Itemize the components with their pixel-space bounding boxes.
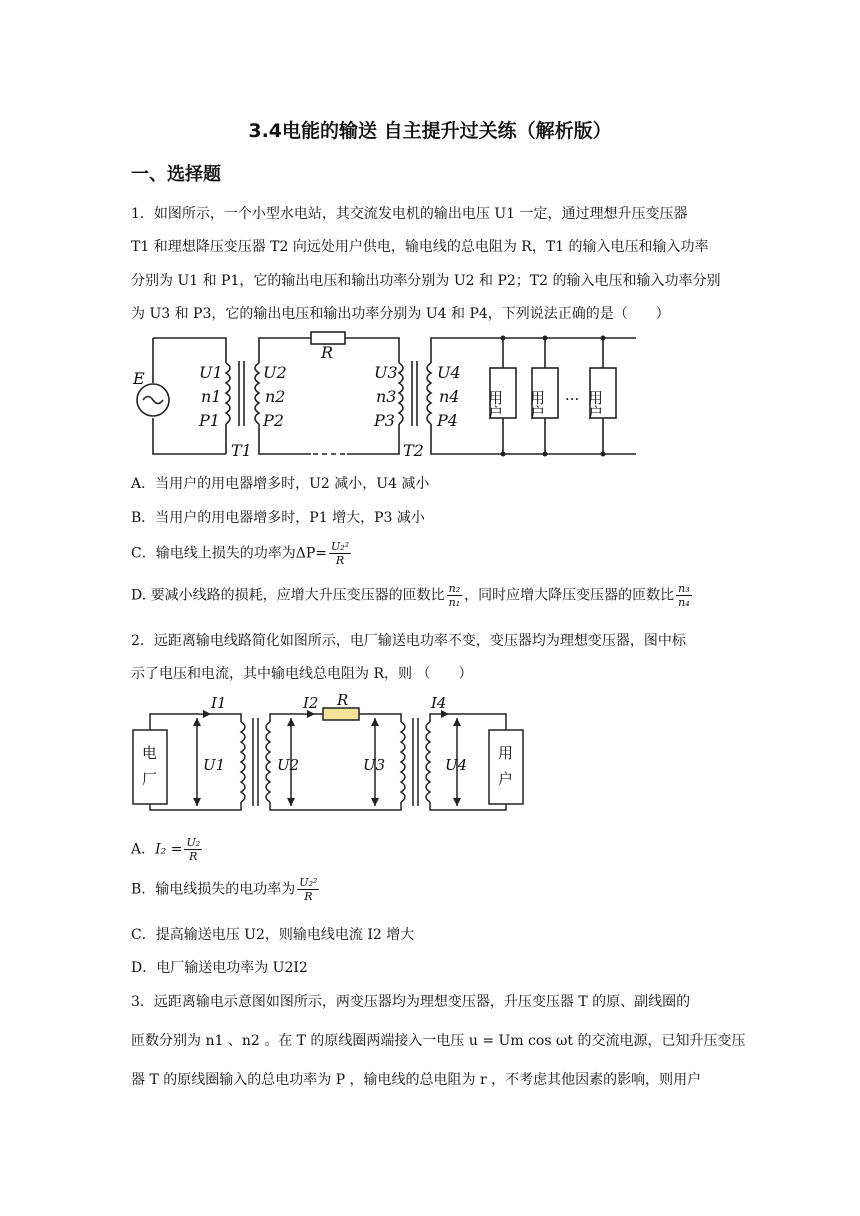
fig1-label-E: E: [133, 369, 145, 388]
fig1-user-2: 用户: [528, 390, 546, 420]
q1-line-1: 1．如图所示，一个小型水电站，其交流发电机的输出电压 U1 一定，通过理想升压变压器: [131, 206, 688, 222]
q2-option-b: [131, 876, 321, 903]
q1-option-c: [131, 540, 353, 567]
q1-line-4: 为 U3 和 P3，它的输出电压和输出功率分别为 U4 和 P4，下列说法正确的是（ ）: [131, 306, 670, 322]
q1-option-d-fraction-2: [676, 582, 692, 609]
q1-option-d-text-1: D. 要减小线路的损耗，应增大升压变压器的匝数比: [131, 587, 445, 604]
fig2-label-I4: I4: [431, 694, 447, 712]
fig1-label-R: R: [321, 343, 334, 362]
q3-line-1: 3．远距离输电示意图如图所示，两变压器均为理想变压器，升压变压器 T 的原、副线圈的: [131, 994, 691, 1010]
fig1-label-n2: n2: [265, 387, 286, 406]
fig1-label-P4: P4: [437, 411, 458, 430]
fraction-numerator: n₃: [678, 582, 690, 595]
section-heading: 一、选择题: [131, 164, 221, 185]
q2-option-a: [131, 836, 204, 863]
q2-option-b-text: B．输电线损失的电功率为: [131, 881, 296, 898]
fig1-label-U2: U2: [263, 363, 287, 382]
q2-option-a-fraction: [184, 836, 202, 863]
fraction-denominator: n₄: [678, 596, 690, 609]
fig1-label-n4: n4: [439, 387, 460, 406]
q2-line-2: 示了电压和电流，其中输电线总电阻为 R，则 （ ）: [131, 666, 473, 682]
q1-line-3: 分别为 U1 和 P1，它的输出电压和输出功率分别为 U2 和 P2；T2 的输入电压和输入功率分别: [131, 273, 721, 289]
fig2-user-char-1: 用: [498, 744, 514, 762]
fig1-user-3: 用户: [586, 390, 604, 420]
fig2-user-char-2: 户: [498, 770, 514, 788]
q3-line-2: 匝数分别为 n1 、n2 。在 T 的原线圈两端接入一电压 u = Um cos ωt 的交流电源，已知升压变压: [131, 1033, 746, 1049]
fig1-label-P3: P3: [374, 411, 395, 430]
q1-option-c-text: C．输电线上损失的功率为ΔP=: [131, 545, 327, 562]
q1-option-d-text-2: ，同时应增大降压变压器的匝数比: [464, 587, 675, 604]
fig2-plant-char-2: 厂: [142, 770, 158, 788]
q2-option-a-lhs: I₂ =: [155, 841, 183, 858]
fig2-label-I2: I2: [303, 694, 319, 712]
fig2-label-U2: U2: [277, 756, 300, 774]
q2-line-1: 2．远距离输电线路简化如图所示，电厂输送电功率不变，变压器均为理想变压器，图中标: [131, 633, 686, 649]
q2-option-d: D．电厂输送电功率为 U2I2: [131, 960, 308, 976]
q1-line-2: T1 和理想降压变压器 T2 向远处用户供电，输电线的总电阻为 R，T1 的输入电压和输入功率: [131, 239, 709, 255]
fig1-label-T2: T2: [403, 441, 424, 460]
fig2-label-U3: U3: [363, 756, 386, 774]
fig1-user-1: 用户: [486, 390, 504, 420]
q1-option-c-fraction: [329, 540, 351, 567]
fraction-numerator: n₂: [448, 582, 461, 595]
fig2-plant-char-1: 电: [142, 744, 158, 762]
fig2-label-I1: I1: [211, 694, 227, 712]
fig1-label-P1: P1: [199, 411, 220, 430]
q3-line-3: 器 T 的原线圈输入的总电功率为 P ，输电线的总电阻为 r ，不考虑其他因素的影响，则用户: [131, 1072, 702, 1088]
fig1-label-P2: P2: [263, 411, 284, 430]
q2-option-c: C．提高输送电压 U2，则输电线电流 I2 增大: [131, 927, 415, 943]
fig1-label-n3: n3: [376, 387, 397, 406]
fig2-label-U4: U4: [445, 756, 468, 774]
q1-option-a: A．当用户的用电器增多时，U2 减小，U4 减小: [131, 476, 430, 492]
page-title: 3.4电能的输送 自主提升过关练（解析版）: [248, 120, 612, 142]
fraction-numerator: U₂²: [330, 540, 350, 553]
q1-option-b: B．当用户的用电器增多时，P1 增大，P3 减小: [131, 510, 425, 526]
q1-circuit-figure: [131, 328, 641, 464]
fraction-denominator: n₁: [448, 596, 461, 609]
q2-option-b-fraction: [297, 876, 319, 903]
fig1-label-U4: U4: [437, 363, 461, 382]
q2-option-a-label: A．: [131, 841, 156, 858]
fig2-label-R: R: [337, 694, 349, 709]
fraction-numerator: U₂²: [299, 876, 318, 889]
fraction-denominator: R: [304, 890, 313, 903]
fraction-numerator: U₂: [186, 836, 201, 849]
q2-circuit-figure: [131, 694, 531, 814]
fig1-label-n1: n1: [201, 387, 222, 406]
fraction-denominator: R: [335, 554, 345, 567]
fraction-denominator: R: [189, 850, 198, 863]
q1-option-d: [131, 582, 694, 609]
fig1-ellipsis: ···: [565, 390, 580, 408]
fig1-label-U3: U3: [374, 363, 398, 382]
fig1-label-U1: U1: [199, 363, 223, 382]
fig2-label-U1: U1: [203, 756, 226, 774]
fig1-label-T1: T1: [231, 441, 252, 460]
q1-option-d-fraction-1: [447, 582, 463, 609]
